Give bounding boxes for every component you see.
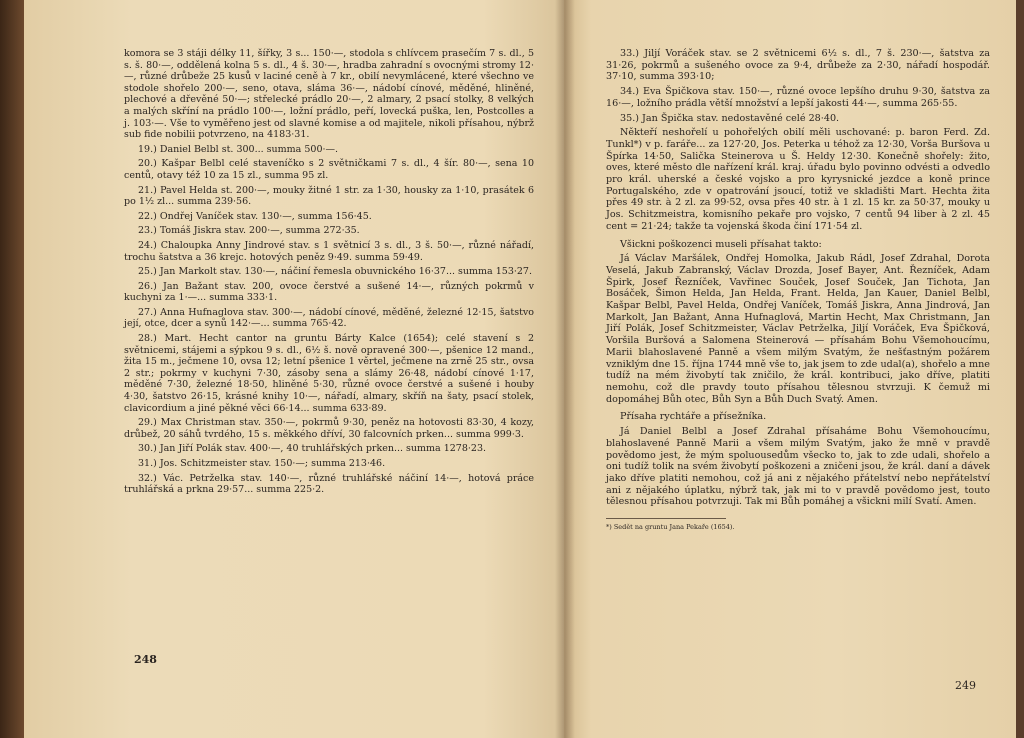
footnote <box>606 518 735 532</box>
paragraph: Všickni poškozenci museli přísahat takto: <box>620 238 822 250</box>
paragraph: 34.) Eva Špičkova stav. 150·—, různé ovoce lepšího druhu 9·30, šatstva za 16·—, ložního prádla větší množství a lepší jakosti 44·—, summa 265·55. <box>606 86 990 109</box>
paragraph: 35.) Jan Špička stav. nedostavěné celé 28·40. <box>620 112 840 124</box>
paragraph: 19.) Daniel Belbl st. 300... summa 500·—. <box>138 143 339 155</box>
paragraph: 24.) Chaloupka Anny Jindrové stav. s 1 světnicí 3 s. dl., 3 š. 50·—, různé nářadí, trochu šatstva a 36 krejc. hotových peněz 9·49. summa 59·49. <box>124 239 534 263</box>
paragraph: 29.) Max Christman stav. 350·—, pokrmů 9·30, peněz na hotovosti 83·30, 4 kozy, drůbež, 20 sáhů tvrdého, 15 s. měkkého dříví, 30 falcovních prken... summa 999·3. <box>124 417 534 440</box>
paragraph: 31.) Jos. Schitzmeister stav. 150·—; summa 213·46. <box>138 458 386 469</box>
paragraph: 30.) Jan Jiří Polák stav. 400·—, 40 truhlářských prken... summa 1278·23. <box>138 443 487 455</box>
paragraph: 20.) Kašpar Belbl celé staveníčko s 2 světničkami 7 s. dl., 4 šír. 80·—, sena 10 centů, otavy též 10 za 15 zl., summa 95 zl. <box>124 158 534 181</box>
paragraph: 25.) Jan Markolt stav. 130·—, náčiní řemesla obuvnického 16·37... summa 153·27. <box>138 266 532 278</box>
paragraph: 27.) Anna Hufnaglova stav. 300·—, nádobí cínové, měděné, železné 12·15, šatstvo její, otce, dcer a synů 142·—... summa 765·42. <box>124 306 534 330</box>
footnote-text: *) Sedět na gruntu Jana Pekaře (1654). <box>606 523 735 532</box>
right-page <box>564 0 1016 738</box>
oath-paragraph: Já Daniel Belbl a Josef Zdrahal přísaháme Bohu Všemohoucímu, blahoslavené Panně Marii a všem milým Svatým, jako že mně v pravdě povědomo jest, že mým spoluousedům všecko to, jak to zde udali, shořelo a oni tudíž tolik na svém živobytí poškozeni a zničeni jsou, že král. daní a dávek jako dříve platiti nemohou, což já ani z nějakého přátelství nebo nepřátelství ani z nějakého úplatku, nýbrž tak, jak mi to v pravdě povědomo jest, touto tělesnou přísahou potvrzuji. Tak mi Bůh pomáhej a všickni milí Svatí. Amen. <box>606 426 990 508</box>
page-number: 248 <box>134 653 157 666</box>
oath-paragraph: Já Václav Maršálek, Ondřej Homolka, Jakub Rádl, Josef Zdrahal, Dorota Veselá, Jakub Zabranský, Václav Drozda, Josef Bayer, Ant. Řezníček, Adam Špirk, Josef Řezníček, Vavřinec Souček, Josef Souček, Jan Tichota, Jan Bosáček, Šimon Helda, Jan Helda, Frant. Helda, Jan Kauer, Daniel Belbl, Kašpar Belbl, Pavel Helda, Ondřej Vaníček, Tomáš Jiskra, Anna Jindrová, Jan Markolt, Jan Bažant, Anna Hufnaglová, Martin Hecht, Max Christmann, Jan Jiří Polák, Josef Schitzmeister, Václav Petrželka, Jiljí Voráček, Eva Špičková, Voršila Buršová a Salomena Steinerová — přísahám Bohu Všemohoucímu, Marii blahoslavené Panně a všem milým Svatým, že nešťastným požárem vzniklým dne 15. října 1744 mně vše to, jak jsem to zde udal(a), shořelo a mne tudíž na mém živobytí tak zničilo, že král. kontribuci, jako dříve, platiti nemohu, což dle pravdy touto přísahou tělesnou stvrzuji. K čemuž mi dopomáhej Bůh otec, Bůh Syn a Bůh Duch Svatý. Amen. <box>606 253 990 405</box>
paragraph: 32.) Vác. Petrželka stav. 140·—, různé truhlářské náčiní 14·—, hotová práce truhlářská a prkna 29·57... summa 225·2. <box>124 472 534 496</box>
left-page <box>24 0 564 738</box>
section-heading: Přísaha rychtáře a přísežníka. <box>620 411 767 423</box>
paragraph: komora se 3 stáji délky 11, šířky, 3 s... 150·—, stodola s chlívcem prasečím 7 s. dl., 5 s. š. 80·—, oddělená kolna 5 s. dl., 4 š. 30·—, hradba zahradní s ovocnými stromy 12·—, různé drůbeže 25 kusů v laciné ceně à 7 kr., obilí nevymlácené, které všechno ve stodole shořelo 200·—, seno, otava, sláma 36·—, nádobí cínové, měděné, hliněné, plechové a dřevěné 50·—; střelecké prádlo 20·—, 2 almary, 2 psací stolky, 8 velkých a malých skříní na prádlo 100·—, ložní prádlo, peří, lovecká puška, len, Postcolles a j. 103·—. Vše to vyměřeno jest od slavné komise a od majitele, nikoli přísahou, nýbrž sub fide nobilii potvrzeno, na 4183·31. <box>124 48 534 141</box>
book-gutter <box>555 0 575 738</box>
paragraph: 28.) Mart. Hecht cantor na gruntu Bárty Kalce (1654); celé stavení s 2 světnicemi, stájemi a sýpkou 9 s. dl., 6½ š. nově opravené 300·—, pšenice 12 mand., žita 15 m., ječmene 10, ovsa 12; letní pšenice 1 věrtel, ječmene na zrně 25 str., ovsa 2 str.; pokrmy v kuchyni 7·30, zásoby sena a slámy 26·48, nádobí cínové 1·17, měděné 7·30, železné 18·50, hliněné 5·30, různé ovoce čerstvé a sušené i houby 4·30, šatstvo 26·15, krásné knihy 10·—, nářadí, almary, skříň na šaty, psací stolek, clavicordium a jiné pěkné věci 66·14... summa 633·89. <box>124 333 534 414</box>
paragraph: Někteří neshořelí u pohořelých obilí měli uschované: p. baron Ferd. Zd. Tunkl*) v p. faráře... za 127·20, Jos. Peterka u téhož za 12·30, Vorša Buršova u Špírka 14·50, Salička Steinerova u Š. Heldy 12·30. Konečně shořely: žito, oves, které město dle nařízení král. kraj. úřadu bylo povinno odvésti a odvedlo pro král. uherské a české vojsko a pro kyrysnické jezdce a koně prince Portugalského, zde v opatrování jsoucí, totiž ve skladišti Mart. Hechta žita přes 49 str. à 2 zl. za 99·52, ovsa přes 40 str. à 1 zl. 15 kr. za 50·37, mouky u Jos. Schitzmeistra, komisního pekaře pro vojsko, 7 centů 94 liber à 2 zl. 45 cent = 21·24; takže ta vojenská škoda činí 171·54 zl. <box>606 127 990 232</box>
paragraph: 26.) Jan Bažant stav. 200, ovoce čerstvé a sušené 14·—, různých pokrmů v kuchyni za 1·—... summa 333·1. <box>124 280 534 304</box>
paragraph: 23.) Tomáš Jiskra stav. 200·—, summa 272·35. <box>138 225 360 237</box>
book-edge <box>0 0 24 738</box>
paragraph: 21.) Pavel Helda st. 200·—, mouky žitné 1 str. za 1·30, housky za 1·10, prasátek 6 po 1½ zl... summa 239·56. <box>124 184 534 208</box>
page-number: 249 <box>955 679 976 692</box>
paragraph: 33.) Jiljí Voráček stav. se 2 světnicemi 6½ s. dl., 7 š. 230·—, šatstva za 31·26, pokrmů a sušeného ovoce za 9·4, drůbeže za 2·30, nářadí hospodář. 37·10, summa 393·10; <box>606 48 990 83</box>
paragraph: 22.) Ondřej Vaníček stav. 130·—, summa 156·45. <box>138 210 372 222</box>
